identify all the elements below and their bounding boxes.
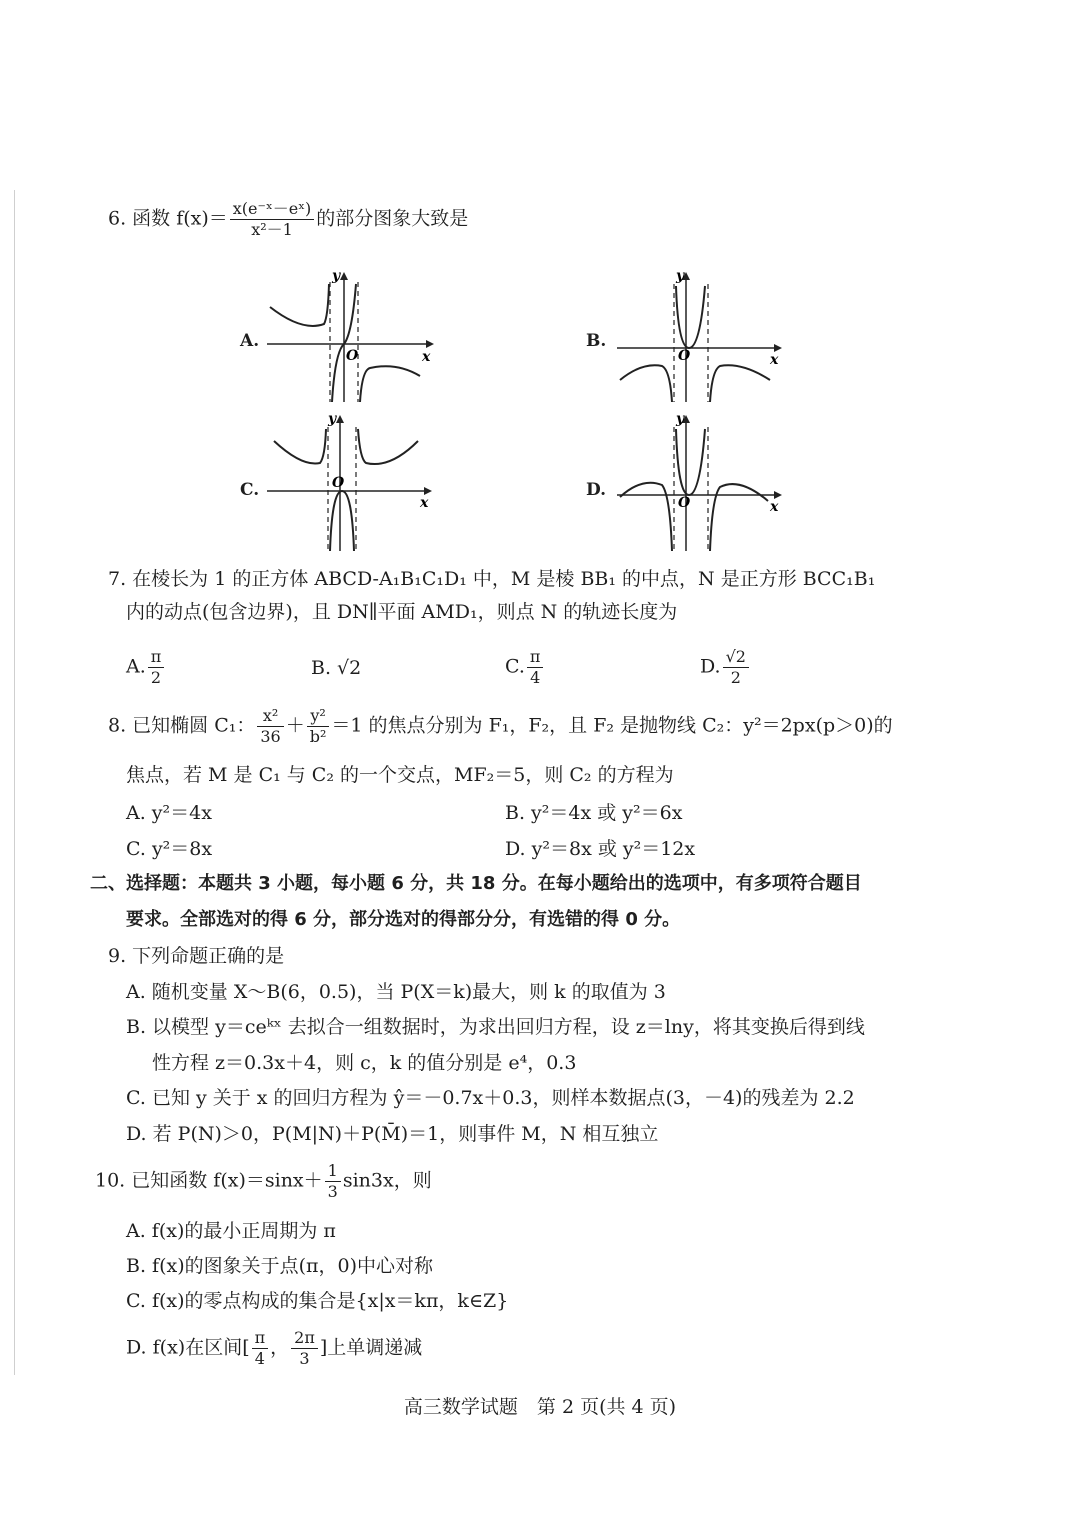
- q7-option-a-label: A.: [126, 655, 146, 678]
- q7-option-b: B. √2: [311, 657, 362, 679]
- q9-option-c: C. 已知 y 关于 x 的回归方程为 ŷ＝－0.7x＋0.3，则样本数据点(3，－4)的残差为 2.2: [126, 1087, 855, 1109]
- q7-option-c: [505, 647, 545, 688]
- q7-option-a: [126, 647, 166, 688]
- q6-prefix: 6. 函数 f(x)＝: [108, 207, 228, 230]
- graph-b-label: B.: [586, 331, 607, 351]
- q8-frac-1-den: 36: [260, 727, 281, 746]
- q10-frac: [325, 1161, 341, 1202]
- graph-b-y-label: y: [676, 268, 685, 284]
- q10-option-d-frac-1-num: π: [252, 1328, 269, 1349]
- q10-option-d-frac-1-den: 4: [254, 1349, 265, 1368]
- graph-b-curve-middle: [676, 286, 705, 348]
- graph-c-x-arrow: [424, 487, 432, 495]
- q8-option-c: C. y²＝8x: [126, 838, 213, 860]
- graph-a: [262, 262, 442, 407]
- q9-option-a: A. 随机变量 X～B(6，0.5)，当 P(X＝k)最大，则 k 的取值为 3: [126, 981, 666, 1003]
- q10-option-d-frac-2-num: 2π: [291, 1328, 318, 1349]
- q8-prefix: 8. 已知椭圆 C₁：: [108, 714, 256, 737]
- q9-option-b-line1: B. 以模型 y＝ceᵏˣ 去拟合一组数据时，为求出回归方程，设 z＝lny，将其变换后得到线: [126, 1016, 865, 1038]
- q7-option-d-den: 2: [730, 668, 741, 687]
- graph-d-label: D.: [586, 480, 607, 500]
- question-7-line1: 7. 在棱长为 1 的正方体 ABCD-A₁B₁C₁D₁ 中，M 是棱 BB₁ 的中点，N 是正方形 BCC₁B₁: [108, 568, 876, 590]
- graph-d-curve-left: [620, 483, 672, 551]
- graph-b-curve-right: [710, 365, 770, 402]
- q8-option-b: B. y²＝4x 或 y²＝6x: [505, 802, 683, 824]
- q7-option-a-den: 2: [150, 668, 162, 687]
- q6-fraction: [230, 199, 314, 240]
- q8-frac-1: [257, 706, 283, 747]
- graph-c-y-label: y: [328, 411, 337, 427]
- graph-a-x-arrow: [426, 340, 434, 348]
- graph-d-curve-middle: [676, 429, 705, 495]
- graph-a-x-label: x: [422, 349, 431, 365]
- q10-option-d: [126, 1328, 422, 1369]
- q7-option-a-num: π: [148, 647, 165, 668]
- graph-c-curve-right: [358, 429, 418, 464]
- question-6-stem: [108, 199, 468, 240]
- margin-line: [14, 190, 15, 1375]
- q10-option-d-comma: ，: [270, 1336, 290, 1359]
- graph-a-y-arrow: [340, 272, 348, 280]
- q10-prefix: 10. 已知函数 f(x)＝sinx＋: [95, 1169, 323, 1192]
- graph-d-x-arrow: [774, 491, 782, 499]
- question-8-line2: 焦点，若 M 是 C₁ 与 C₂ 的一个交点，MF₂＝5，则 C₂ 的方程为: [126, 764, 674, 786]
- graph-c-x-label: x: [420, 495, 429, 511]
- graph-b-x-label: x: [770, 352, 779, 368]
- graph-b-curve-left: [620, 365, 672, 402]
- q10-option-a: A. f(x)的最小正周期为 π: [126, 1220, 336, 1242]
- q8-plus: ＋: [285, 714, 305, 737]
- graph-b: [612, 262, 792, 407]
- q7-option-c-num: π: [527, 647, 544, 668]
- q8-suffix: ＝1 的焦点分别为 F₁，F₂，且 F₂ 是抛物线 C₂：y²＝2px(p＞0)的: [331, 714, 893, 737]
- q10-frac-num: 1: [325, 1161, 341, 1182]
- graph-c-y-arrow: [336, 415, 344, 423]
- section-2-heading-line2: 要求。全部选对的得 6 分，部分选对的得部分分，有选错的得 0 分。: [126, 909, 681, 930]
- section-2-heading-line1: 二、选择题：本题共 3 小题，每小题 6 分，共 18 分。在每小题给出的选项中，有多项符合题目: [90, 873, 862, 894]
- graph-a-curve-right: [360, 366, 420, 402]
- q9-option-d: D. 若 P(N)＞0，P(M|N)＋P(M̄)＝1，则事件 M，N 相互独立: [126, 1123, 659, 1145]
- question-7-line2: 内的动点(包含边界)，且 DN∥平面 AMD₁，则点 N 的轨迹长度为: [126, 601, 678, 623]
- page-footer: 高三数学试题 第 2 页(共 4 页): [403, 1396, 677, 1418]
- q7-option-d-num: √2: [723, 647, 749, 668]
- q10-suffix: sin3x，则: [342, 1169, 432, 1192]
- q10-option-d-frac-2-den: 3: [299, 1349, 310, 1368]
- graph-d: [612, 405, 792, 555]
- q7-option-c-den: 4: [530, 668, 541, 687]
- q6-frac-den: x²－1: [251, 220, 293, 239]
- graph-a-curve-left: [270, 284, 329, 326]
- q10-option-d-frac-2: [291, 1328, 318, 1369]
- graph-c-label: C.: [240, 480, 260, 500]
- q10-option-b: B. f(x)的图象关于点(π，0)中心对称: [126, 1255, 434, 1277]
- graph-a-label: A.: [240, 331, 260, 351]
- graph-d-curve-right: [710, 484, 768, 551]
- q9-option-b-line2: 性方程 z＝0.3x＋4，则 c，k 的值分别是 e⁴，0.3: [152, 1052, 577, 1074]
- q10-option-c: C. f(x)的零点构成的集合是{x|x＝kπ，k∈Z}: [126, 1290, 509, 1312]
- q10-option-d-suffix: ]上单调递减: [319, 1336, 423, 1359]
- graph-c-curve-left: [274, 429, 326, 464]
- question-8-line1: [108, 706, 893, 747]
- q7-option-d: [700, 647, 751, 688]
- q8-option-d: D. y²＝8x 或 y²＝12x: [505, 838, 696, 860]
- graph-b-origin-label: O: [678, 348, 691, 364]
- q8-frac-2-num: y²: [307, 706, 330, 727]
- q8-frac-2-den: b²: [309, 727, 327, 746]
- question-9-stem: 9. 下列命题正确的是: [108, 945, 285, 967]
- graph-d-origin-label: O: [678, 495, 691, 511]
- graph-c-curve-middle: [330, 491, 354, 551]
- q7-option-c-frac: [527, 647, 544, 688]
- q7-option-d-label: D.: [700, 655, 721, 678]
- q10-option-d-prefix: D. f(x)在区间[: [126, 1336, 250, 1359]
- graph-d-y-label: y: [676, 411, 685, 427]
- graph-a-y-label: y: [332, 268, 341, 284]
- q6-frac-num: x(e⁻ˣ－eˣ): [230, 199, 314, 220]
- q10-option-d-frac-1: [252, 1328, 269, 1369]
- q7-option-c-label: C.: [505, 655, 525, 678]
- q7-option-d-frac: [723, 647, 749, 688]
- graph-a-origin-label: O: [346, 348, 359, 364]
- q7-option-a-frac: [148, 647, 165, 688]
- graph-d-x-label: x: [770, 499, 779, 515]
- graph-b-x-arrow: [774, 344, 782, 352]
- q8-option-a: A. y²＝4x: [126, 802, 212, 824]
- graph-c: [262, 405, 442, 555]
- graph-c-origin-label: O: [332, 475, 345, 491]
- q10-frac-den: 3: [327, 1182, 338, 1201]
- question-10-stem: [95, 1161, 432, 1202]
- q8-frac-1-num: x²: [257, 706, 283, 727]
- q6-suffix: 的部分图象大致是: [316, 207, 469, 230]
- q8-frac-2: [307, 706, 330, 747]
